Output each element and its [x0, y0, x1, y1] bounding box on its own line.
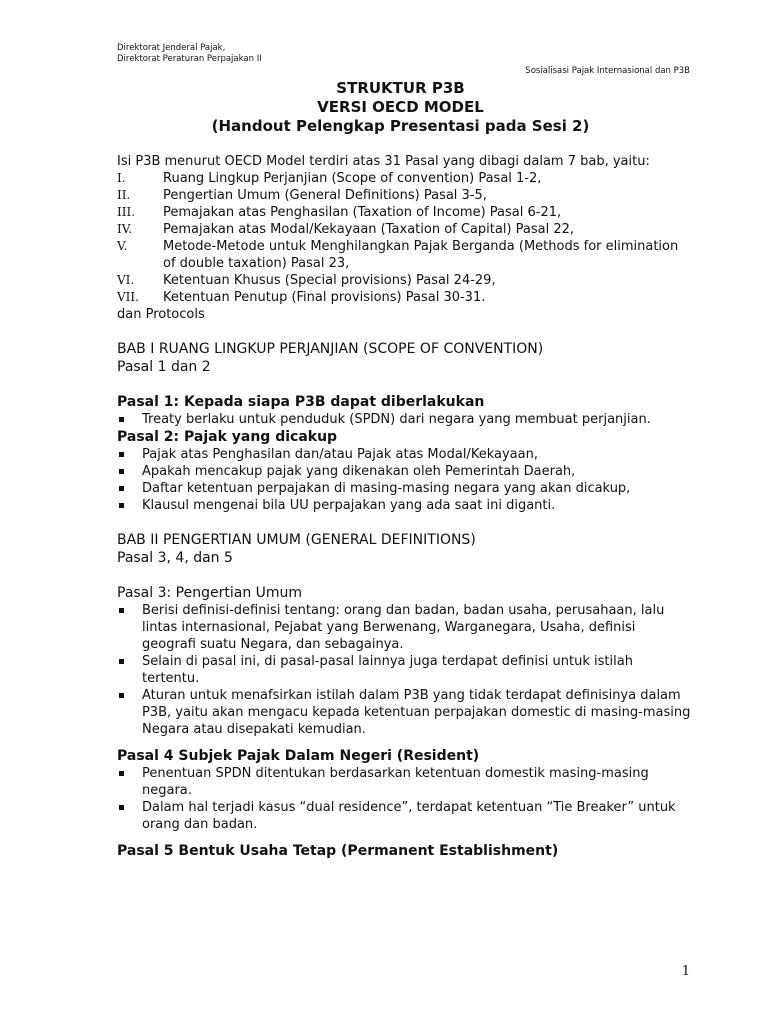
- list-item: [117, 411, 692, 428]
- chapter-item: [117, 170, 692, 187]
- chapter-item: [117, 289, 692, 306]
- chapter-number: I.: [117, 171, 126, 185]
- pasal4-title: Pasal 4 Subjek Pajak Dalam Negeri (Resident): [117, 748, 480, 764]
- pasal1-title: Pasal 1: Kepada siapa P3B dapat diberlakukan: [117, 394, 485, 410]
- list-item: [117, 463, 692, 480]
- pasal2-title: Pasal 2: Pajak yang dicakup: [117, 429, 338, 445]
- chapter-text: Metode-Metode untuk Menghilangkan Pajak Berganda (Methods for elimination of double taxation) Pasal 23,: [163, 239, 679, 271]
- chapter-number: IV.: [117, 222, 133, 236]
- list-item: [117, 497, 692, 514]
- bullet-icon: [119, 805, 124, 810]
- chapter-text: Ketentuan Penutup (Final provisions) Pasal 30-31.: [163, 290, 486, 305]
- chapter-text: Pengertian Umum (General Definitions) Pasal 3-5,: [163, 188, 487, 203]
- pasal3-bullets: [117, 602, 692, 738]
- bullet-icon: [119, 469, 124, 474]
- chapter-number: VII.: [117, 290, 139, 304]
- spacer: [117, 376, 692, 393]
- header-right: Sosialisasi Pajak Internasional dan P3B: [525, 66, 690, 76]
- title-line-3: (Handout Pelengkap Presentasi pada Sesi 2): [211, 117, 590, 135]
- bullet-text: Treaty berlaku untuk penduduk (SPDN) dari negara yang membuat perjanjian.: [142, 412, 651, 427]
- chapter-item: [117, 221, 692, 238]
- bab1-subheading: Pasal 1 dan 2: [117, 359, 211, 375]
- bullet-text: Berisi definisi-definisi tentang: orang dan badan, badan usaha, perusahaan, lalu lintas internasional, Pejabat yang Berwenang, Warganegara, Usaha, definisi geografi suatu Negara, dan sebagainya.: [142, 603, 665, 652]
- bullet-icon: [119, 659, 124, 664]
- bullet-text: Aturan untuk menafsirkan istilah dalam P3B yang tidak terdapat definisinya dalam P3B, yaitu akan mengacu kepada ketentuan perpajakan domestic di masing-masing Negara atau disepakati kemudian.: [142, 688, 691, 737]
- chapter-text: Pemajakan atas Penghasilan (Taxation of Income) Pasal 6-21,: [163, 205, 562, 220]
- chapter-text: Ketentuan Khusus (Special provisions) Pasal 24-29,: [163, 273, 496, 288]
- chapter-number: VI.: [117, 273, 135, 287]
- bullet-text: Dalam hal terjadi kasus “dual residence”, terdapat ketentuan “Tie Breaker” untuk orang dan badan.: [142, 800, 676, 832]
- intro-text: Isi P3B menurut OECD Model terdiri atas 31 Pasal yang dibagi dalam 7 bab, yaitu:: [117, 154, 650, 169]
- bab2-heading: BAB II PENGERTIAN UMUM (GENERAL DEFINITIONS): [117, 532, 476, 548]
- bullet-text: Selain di pasal ini, di pasal-pasal lainnya juga terdapat definisi untuk istilah tertentu.: [142, 654, 633, 686]
- spacer: [117, 738, 692, 747]
- pasal5-title: Pasal 5 Bentuk Usaha Tetap (Permanent Establishment): [117, 843, 559, 859]
- chapter-item: [117, 187, 692, 204]
- bullet-icon: [119, 608, 124, 613]
- list-item: [117, 446, 692, 463]
- chapter-number: II.: [117, 188, 131, 202]
- title-line-2: VERSI OECD MODEL: [317, 98, 484, 116]
- spacer: [117, 833, 692, 842]
- bullet-text: Pajak atas Penghasilan dan/atau Pajak atas Modal/Kekayaan,: [142, 447, 538, 462]
- bullet-icon: [119, 693, 124, 698]
- bullet-icon: [119, 417, 124, 422]
- list-item: [117, 653, 692, 687]
- title-line-1: STRUKTUR P3B: [336, 79, 465, 97]
- bab2-subheading: Pasal 3, 4, dan 5: [117, 550, 233, 566]
- pasal4-bullets: [117, 765, 692, 833]
- chapter-text: Ruang Lingkup Perjanjian (Scope of convention) Pasal 1-2,: [163, 171, 542, 186]
- bullet-icon: [119, 503, 124, 508]
- header-org-line-2: Direktorat Peraturan Perpajakan II: [117, 54, 262, 64]
- chapter-item: [117, 238, 692, 272]
- page-number: 1: [681, 964, 690, 979]
- spacer: [117, 323, 692, 340]
- bullet-text: Klausul mengenai bila UU perpajakan yang ada saat ini diganti.: [142, 498, 556, 513]
- document-title: [117, 79, 684, 136]
- spacer: [117, 567, 692, 584]
- header-org-line-1: Direktorat Jenderal Pajak,: [117, 43, 226, 53]
- bullet-text: Penentuan SPDN ditentukan berdasarkan ketentuan domestik masing-masing negara.: [142, 766, 649, 798]
- list-item: [117, 765, 692, 799]
- chapter-item: [117, 272, 692, 289]
- intro-tail: dan Protocols: [117, 307, 205, 322]
- bullet-text: Daftar ketentuan perpajakan di masing-masing negara yang akan dicakup,: [142, 481, 631, 496]
- list-item: [117, 799, 692, 833]
- list-item: [117, 602, 692, 653]
- document-body: [117, 153, 692, 860]
- spacer: [117, 514, 692, 531]
- chapter-item: [117, 204, 692, 221]
- chapter-text: Pemajakan atas Modal/Kekayaan (Taxation of Capital) Pasal 22,: [163, 222, 575, 237]
- chapter-number: V.: [117, 239, 128, 253]
- bullet-icon: [119, 486, 124, 491]
- bab1-heading: BAB I RUANG LINGKUP PERJANJIAN (SCOPE OF CONVENTION): [117, 341, 544, 357]
- bullet-icon: [119, 771, 124, 776]
- bullet-icon: [119, 452, 124, 457]
- list-item: [117, 687, 692, 738]
- pasal1-bullets: [117, 411, 692, 428]
- bullet-text: Apakah mencakup pajak yang dikenakan oleh Pemerintah Daerah,: [142, 464, 576, 479]
- chapter-list: [117, 170, 692, 306]
- chapter-number: III.: [117, 205, 136, 219]
- list-item: [117, 480, 692, 497]
- header-left: [117, 43, 262, 65]
- pasal3-title: Pasal 3: Pengertian Umum: [117, 585, 303, 601]
- pasal2-bullets: [117, 446, 692, 514]
